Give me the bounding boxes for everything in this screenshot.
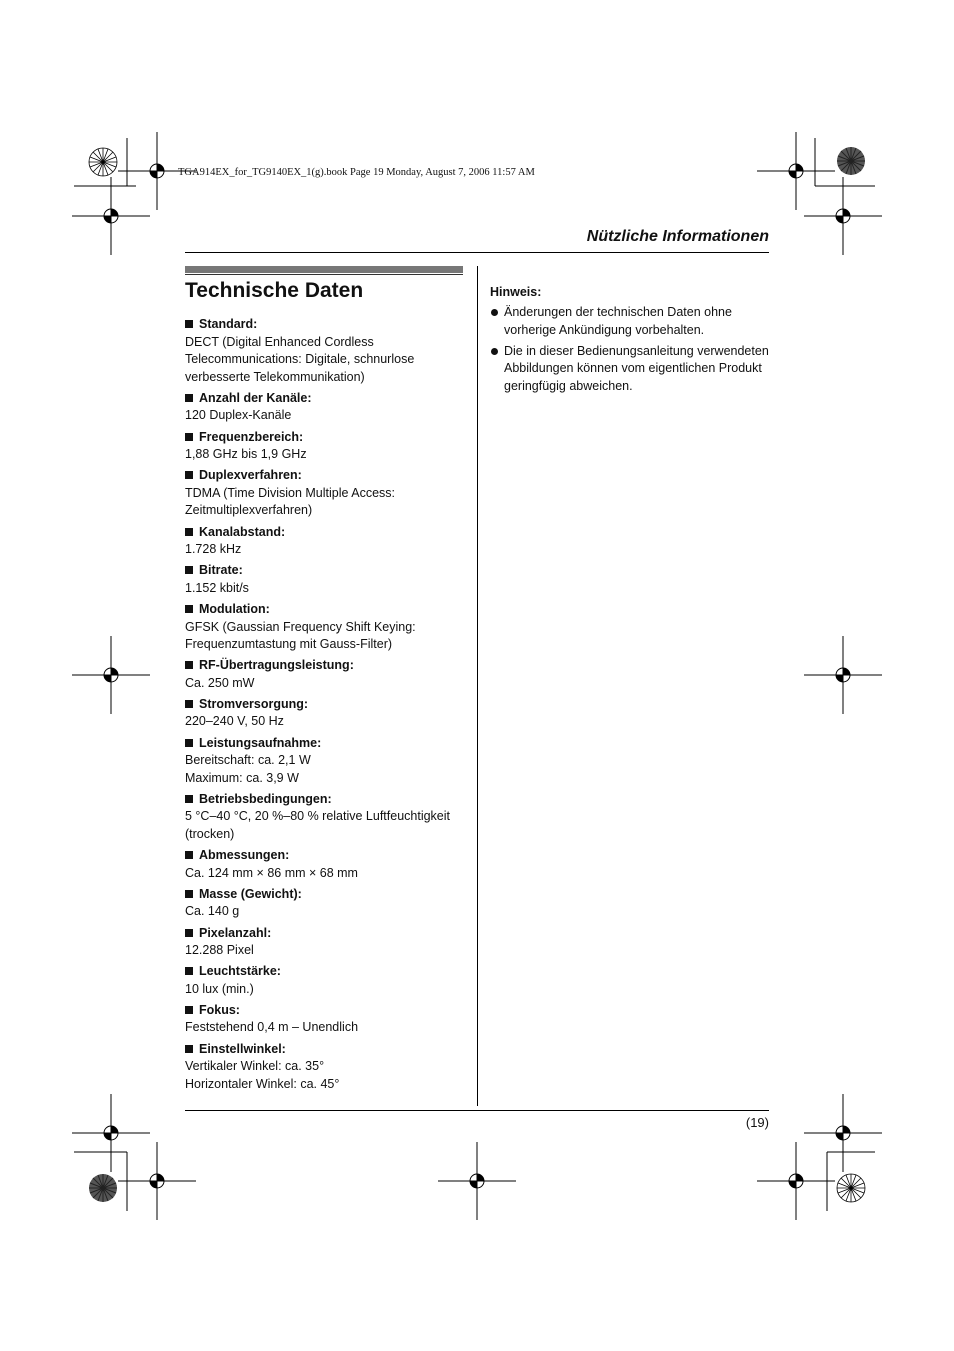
spec-label: Stromversorgung: xyxy=(185,696,470,714)
square-bullet-icon xyxy=(185,890,193,898)
spec-value: 220–240 V, 50 Hz xyxy=(185,714,284,729)
spec-value: Vertikaler Winkel: ca. 35° Horizontaler Winkel: ca. 45° xyxy=(185,1059,340,1091)
spec-item-pixels xyxy=(185,925,470,960)
spec-label: Betriebsbedingungen: xyxy=(185,791,470,809)
spec-item-dimensions xyxy=(185,847,470,882)
spec-value: Ca. 250 mW xyxy=(185,675,255,690)
section-header: Nützliche Informationen xyxy=(586,228,769,245)
spec-value: TDMA (Time Division Multiple Access: Zeitmultiplexverfahren) xyxy=(185,485,395,518)
square-bullet-icon xyxy=(185,967,193,975)
spec-label: Anzahl der Kanäle: xyxy=(185,390,470,408)
title-bar xyxy=(185,266,463,273)
square-bullet-icon xyxy=(185,851,193,859)
column-divider xyxy=(477,266,478,1106)
notes-heading: Hinweis: xyxy=(490,285,542,299)
spec-value: 10 lux (min.) xyxy=(185,981,254,996)
square-bullet-icon xyxy=(185,471,193,479)
square-bullet-icon xyxy=(185,605,193,613)
spec-item-bitrate xyxy=(185,562,470,597)
spec-label: Masse (Gewicht): xyxy=(185,886,470,904)
note-item xyxy=(490,304,775,339)
spec-item-modulation xyxy=(185,601,470,654)
spec-label: Abmessungen: xyxy=(185,847,470,865)
bullet-dot-icon xyxy=(491,348,498,355)
square-bullet-icon xyxy=(185,739,193,747)
file-info: TGA914EX_for_TG9140EX_1(g).book Page 19 Monday, August 7, 2006 11:57 AM xyxy=(178,167,535,178)
spec-list xyxy=(185,316,470,1097)
spec-label: Bitrate: xyxy=(185,562,470,580)
bullet-dot-icon xyxy=(491,309,498,316)
spec-value: 1.152 kbit/s xyxy=(185,580,249,595)
spec-value: 1,88 GHz bis 1,9 GHz xyxy=(185,447,307,462)
spec-item-focus xyxy=(185,1002,470,1037)
square-bullet-icon xyxy=(185,929,193,937)
note-text: Die in dieser Bedienungsanleitung verwendeten Abbildungen können vom eigentlichen Produkt geringfügig abweichen. xyxy=(504,343,769,393)
spec-label: Kanalabstand: xyxy=(185,524,470,542)
square-bullet-icon xyxy=(185,1045,193,1053)
spec-item-channel-spacing xyxy=(185,524,470,559)
spec-value: 1.728 kHz xyxy=(185,542,242,557)
square-bullet-icon xyxy=(185,566,193,574)
spec-value: DECT (Digital Enhanced Cordless Telecommunications: Digitale, schnurlose verbesserte Telekommunikation) xyxy=(185,334,415,384)
spec-label: RF-Übertragungsleistung: xyxy=(185,657,470,675)
spec-item-power-supply xyxy=(185,696,470,731)
square-bullet-icon xyxy=(185,320,193,328)
spec-item-luminance xyxy=(185,963,470,998)
spec-label: Einstellwinkel: xyxy=(185,1041,470,1059)
spec-item-frequency xyxy=(185,429,470,464)
spec-label: Frequenzbereich: xyxy=(185,429,470,447)
header-rule xyxy=(185,252,769,253)
square-bullet-icon xyxy=(185,433,193,441)
spec-item-duplex xyxy=(185,467,470,520)
spec-label: Modulation: xyxy=(185,601,470,619)
spec-value: Ca. 140 g xyxy=(185,904,240,919)
spec-item-operating-conditions xyxy=(185,791,470,844)
page-number: (19) xyxy=(745,1115,769,1130)
spec-value: Bereitschaft: ca. 2,1 W Maximum: ca. 3,9 W xyxy=(185,753,311,785)
spec-label: Standard: xyxy=(185,316,470,334)
page-title: Technische Daten xyxy=(185,279,364,302)
notes-list xyxy=(490,304,775,399)
square-bullet-icon xyxy=(185,700,193,708)
footer-rule xyxy=(185,1110,769,1111)
spec-value: Ca. 124 mm × 86 mm × 68 mm xyxy=(185,865,358,880)
spec-value: Feststehend 0,4 m – Unendlich xyxy=(185,1020,359,1035)
spec-label: Pixelanzahl: xyxy=(185,925,470,943)
note-text: Änderungen der technischen Daten ohne vorherige Ankündigung vorbehalten. xyxy=(504,305,732,337)
spec-value: GFSK (Gaussian Frequency Shift Keying: Frequenzumtastung mit Gauss-Filter) xyxy=(185,619,416,652)
spec-item-power-consumption xyxy=(185,735,470,788)
spec-label: Leuchtstärke: xyxy=(185,963,470,981)
spec-item-rf-power xyxy=(185,657,470,692)
square-bullet-icon xyxy=(185,1006,193,1014)
spec-item-angle xyxy=(185,1041,470,1094)
square-bullet-icon xyxy=(185,394,193,402)
spec-label: Duplexverfahren: xyxy=(185,467,470,485)
note-item xyxy=(490,343,775,396)
square-bullet-icon xyxy=(185,795,193,803)
spec-item-weight xyxy=(185,886,470,921)
spec-label: Leistungsaufnahme: xyxy=(185,735,470,753)
spec-item-standard xyxy=(185,316,470,386)
spec-value: 120 Duplex-Kanäle xyxy=(185,408,292,423)
square-bullet-icon xyxy=(185,528,193,536)
square-bullet-icon xyxy=(185,661,193,669)
spec-label: Fokus: xyxy=(185,1002,470,1020)
spec-value: 5 °C–40 °C, 20 %–80 % relative Luftfeuchtigkeit (trocken) xyxy=(185,809,451,842)
spec-value: 12.288 Pixel xyxy=(185,943,254,958)
spec-item-channels xyxy=(185,390,470,425)
